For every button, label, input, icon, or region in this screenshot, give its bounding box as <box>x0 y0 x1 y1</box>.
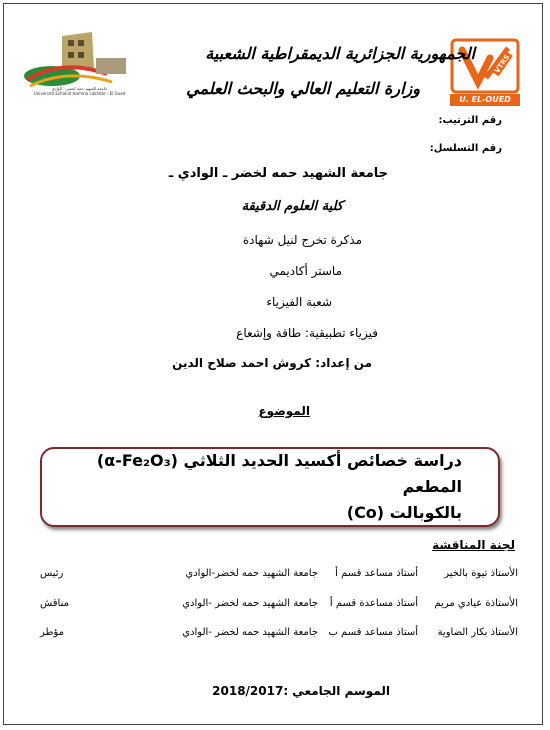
faculty-name: كلية العلوم الدقيقة <box>241 199 343 214</box>
specialty-name: فيزياء تطبيقية: طاقة وإشعاع <box>236 326 378 340</box>
thesis-title-line-2: بالكوبالت (Co) <box>346 503 462 522</box>
jury-member-name: الأستاذ تيوة بالخير <box>444 568 518 579</box>
right-logo-caption: U. EL-OUED <box>450 94 520 106</box>
left-logo-caption: جامعة الشهيد حمة لخضر - الوادي <box>51 86 108 91</box>
jury-member-institution: جامعة الشهيد حمه لخضر -الوادي <box>182 627 318 638</box>
prepared-by: من إعداد: كروش احمد صلاح الدين <box>172 356 372 370</box>
thesis-title-box <box>40 447 500 527</box>
jury-row <box>28 598 518 614</box>
vtrs-text: VTRS <box>493 53 512 75</box>
thesis-type: مذكرة تخرج لنيل شهادة <box>242 233 362 247</box>
jury-member-rank: أستاذ مساعدة قسم أ <box>329 598 418 609</box>
jury-member-role: رئيس <box>40 568 64 579</box>
jury-title: لجنة المناقشة <box>432 538 515 552</box>
left-logo-caption-fr: Université Echahid Hamma Lakhdar - El Oued <box>33 91 126 96</box>
topic-label: الموضوع <box>258 404 310 418</box>
jury-row <box>28 627 518 643</box>
jury-member-name: الأستاذ بكار الضاوية <box>437 627 518 638</box>
jury-member-institution: جامعة الشهيد حمه لخضر-الوادي <box>185 568 318 579</box>
jury-member-rank: أستاذ مساعد قسم أ <box>335 568 418 579</box>
ministry-title: وزارة التعليم العالي والبحث العلمي <box>186 79 420 98</box>
order-number-label: رقم الترتيب: <box>438 115 502 126</box>
serial-number-label: رقم التسلسل: <box>429 143 502 154</box>
jury-member-role: مناقش <box>40 598 69 609</box>
academic-year: الموسم الجامعي :2018/2017 <box>212 684 390 698</box>
degree-name: ماستر أكاديمي <box>269 264 342 278</box>
jury-row <box>28 568 518 584</box>
jury-member-role: مؤطر <box>40 627 64 638</box>
department-name: شعبة الفيزياء <box>266 295 332 309</box>
thesis-title-line-1: دراسة خصائص أكسيد الحديد الثلاثي (α-Fe₂O₃) المطعم <box>96 451 462 496</box>
jury-member-institution: جامعة الشهيد حمه لخضر -الوادي <box>182 598 318 609</box>
university-name: جامعة الشهيد حمه لخضر ـ الوادي ـ <box>168 166 388 181</box>
republic-title: الجمهورية الجزائرية الديمقراطية الشعبية <box>205 44 475 63</box>
jury-member-name: الأستاذة عيادي مريم <box>434 598 518 609</box>
jury-member-rank: أستاذ مساعد قسم ب <box>328 627 418 638</box>
university-emblem-logo <box>22 28 132 98</box>
